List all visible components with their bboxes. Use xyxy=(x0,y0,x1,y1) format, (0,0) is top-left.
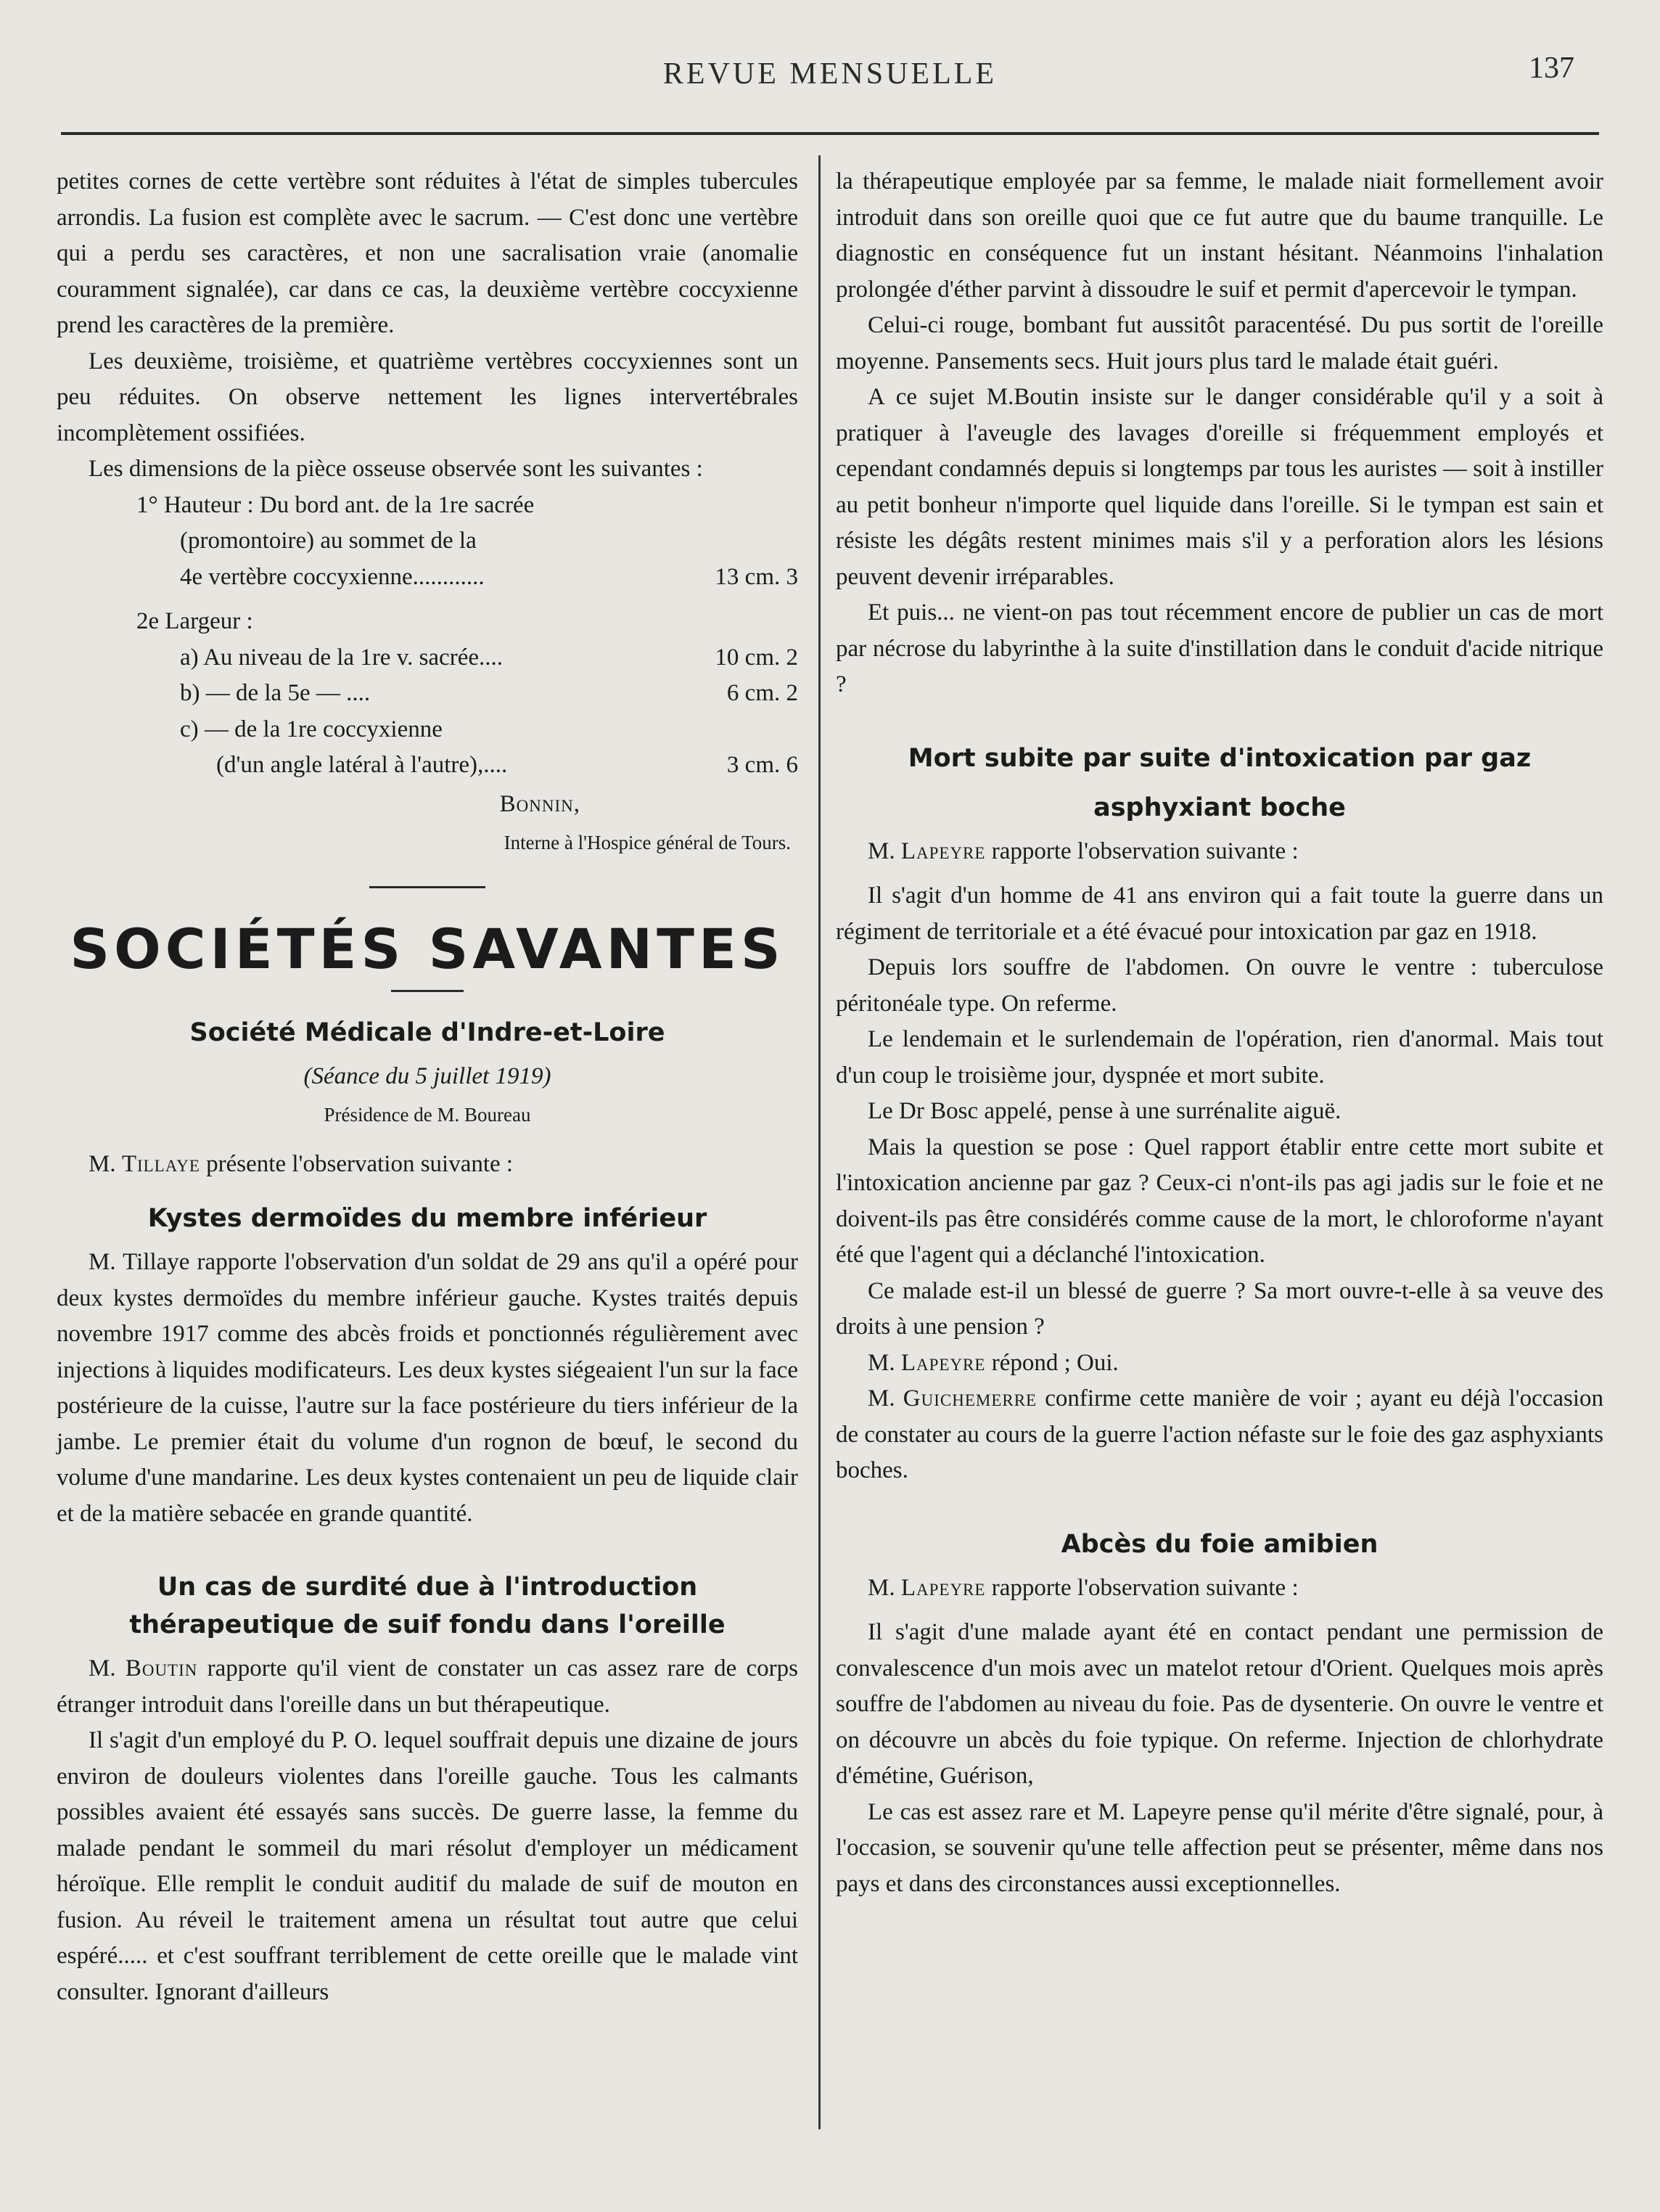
column-divider xyxy=(818,155,821,2129)
employe-text: Il s'agit d'un employé du P. O. lequel souffrait depuis une dizaine de jours environ de douleurs violentes dans l'oreille gauche. Tous les calmants possibles avaient été essayés sans succès. De guerre lasse, la femme du malade pendant le sommeil du mari résolut d'employer un médicament héroïque. Elle remplit le conduit auditif du malade de suif de mouton en fusion. Au réveil le traitement amena un résultat tout autre que celui espéré..... et c'est souffrant terriblement de cette oreille que le malade vint consulter. Ignorant d'ailleurs xyxy=(57,1727,798,2005)
presidency: Présidence de M. Boureau xyxy=(324,1104,531,1126)
height-label: 1° Hauteur : Du bord ant. de la 1re sacrée xyxy=(136,491,535,518)
title-underline xyxy=(391,990,464,992)
width-a-label: a) Au niveau de la 1re v. sacrée.... xyxy=(180,644,503,671)
lapeyre-name-3: Lapeyre xyxy=(900,1574,986,1601)
dimensions-table xyxy=(57,488,798,784)
mort-title-1: Mort subite par suite d'intoxication par gaz xyxy=(908,743,1532,773)
vertebra-paragraph-2: Les deuxième, troisième, et quatrième vertèbres coccyxiennes sont un peu réduites. On observe nettement les lignes intervertébrales incomplètement ossifiées. xyxy=(57,348,798,446)
height-line-2: (promontoire) au sommet de la xyxy=(180,528,477,554)
author-signature: Bonnin, xyxy=(499,790,580,817)
vertebra-paragraph-1: petites cornes de cette vertèbre sont réduites à l'état de simples tubercules arrondis. La fusion est complète avec le sacrum. — C'est donc une vertèbre qui a perdu ses caractères, et non une sacralisation vraie (anomalie couramment signalée), car dans ce cas, la deuxième vertèbre coccyxienne prend les caractères de la première. xyxy=(57,168,798,338)
abces-intro: M. Lapeyre rapporte l'observation suivante : xyxy=(868,1574,1299,1601)
width-b-row xyxy=(136,676,798,712)
page-number: 137 xyxy=(1529,52,1574,85)
dimensions-intro: Les dimensions de la pièce osseuse observée sont les suivantes : xyxy=(89,456,703,482)
height-row xyxy=(136,560,798,596)
guichemerre-name: Guichemerre xyxy=(903,1385,1038,1412)
mort-title-2: asphyxiant boche xyxy=(1093,792,1346,822)
width-c-row xyxy=(136,747,798,784)
society-title: Société Médicale d'Indre-et-Loire xyxy=(189,1017,665,1047)
mort-p2: Depuis lors souffre de l'abdomen. On ouvre le ventre : tuberculose péritonéale type. On referme. xyxy=(836,954,1603,1017)
width-c-label-2: (d'un angle latéral à l'autre),.... xyxy=(216,752,508,778)
mort-p5: Mais la question se pose : Quel rapport établir entre cette mort subite et l'intoxication ancienne par gaz ? Ceux-ci n'ont-ils pas agi jadis sur le foie et ne doivent-ils pas être considérés comme cause de la mort, le chloroforme n'ayant été que l'agent qui a déclanché l'intoxication. xyxy=(836,1134,1603,1268)
surdite-title-2: thérapeutique de suif fondu dans l'oreille xyxy=(129,1610,726,1639)
author-affiliation: Interne à l'Hospice général de Tours. xyxy=(504,832,791,853)
abces-p1: Il s'agit d'une malade ayant été en contact pendant une permission de convalescence d'un mois avec un matelot retour d'Orient. Quelques mois après souffre de l'abdomen au niveau du foie. Pas de dysenterie. On ouvre le ventre et on découvre un abcès du foie typique. On referme. Injection de chlorhydrate d'émétine, Guérison, xyxy=(836,1619,1603,1789)
mort-p4: Le Dr Bosc appelé, pense à une surrénalite aiguë. xyxy=(868,1098,1341,1124)
surdite-continued: la thérapeutique employée par sa femme, le malade niait formellement avoir introduit dans son oreille quoi que ce fut autre que du baume tranquille. Le diagnostic en conséquence fut un instant hésitant. Néanmoins l'inhalation prolongée d'éther parvint à dissoudre le suif et permit d'apercevoir le tympan. xyxy=(836,168,1603,303)
width-c-value: 3 cm. 6 xyxy=(726,752,798,778)
width-b-label: b) — de la 5e — .... xyxy=(180,680,371,706)
tillaye-intro: M. Tillaye présente l'observation suivante : xyxy=(89,1150,514,1177)
width-c-label: c) — de la 1re coccyxienne xyxy=(180,716,443,742)
lapeyre-reply: M. Lapeyre répond ; Oui. xyxy=(868,1349,1119,1376)
lapeyre-name: Lapeyre xyxy=(900,837,986,864)
width-label: 2e Largeur : xyxy=(136,608,253,634)
mort-p6: Ce malade est-il un blessé de guerre ? Sa mort ouvre-t-elle à sa veuve des droits à une pension ? xyxy=(836,1277,1603,1340)
height-value: 13 cm. 3 xyxy=(715,563,798,590)
width-b-value: 6 cm. 2 xyxy=(726,680,798,706)
kystes-title: Kystes dermoïdes du membre inférieur xyxy=(147,1204,707,1233)
boutin-name: Boutin xyxy=(125,1655,198,1681)
kystes-text: M. Tillaye rapporte l'observation d'un soldat de 29 ans qu'il a opéré pour deux kystes dermoïdes du membre inférieur gauche. Kystes traités depuis novembre 1917 comme des abcès froids et ponctionnés régulièrement avec injections à liquides modificateurs. Les deux kystes siégeaient l'un sur la face postérieure de la cuisse, l'autre sur la face postérieure du tiers inférieur de la jambe. Le premier était du volume d'un rognon de bœuf, le second du volume d'une mandarine. Les deux kystes contenaient un peu de liquide clair et de la matière sebacée en grande quantité. xyxy=(57,1249,798,1527)
width-a-row xyxy=(136,640,798,676)
abces-p2: Le cas est assez rare et M. Lapeyre pense qu'il mérite d'être signalé, pour, à l'occasion, se souvenir qu'une telle affection peut se présenter, même dans nos pays et dans des circonstances aussi exceptionnelles. xyxy=(836,1798,1603,1897)
width-a-value: 10 cm. 2 xyxy=(715,644,798,671)
lapeyre-intro: M. Lapeyre rapporte l'observation suivante : xyxy=(868,837,1299,864)
mort-p3: Le lendemain et le surlendemain de l'opération, rien d'anormal. Mais tout d'un coup le troisième jour, dyspnée et mort subite. xyxy=(836,1026,1603,1089)
tympan-paragraph: Celui-ci rouge, bombant fut aussitôt paracentésé. Du pus sortit de l'oreille moyenne. Pansements secs. Huit jours plus tard le malade était guéri. xyxy=(836,312,1603,374)
left-column xyxy=(57,164,798,2010)
tillaye-name: Tillaye xyxy=(121,1150,200,1177)
surdite-title-1: Un cas de surdité due à l'introduction xyxy=(157,1573,698,1602)
lapeyre-name-2: Lapeyre xyxy=(900,1349,986,1376)
right-column xyxy=(836,164,1603,1902)
section-separator xyxy=(369,886,485,888)
boutin-intro: M. Boutin rapporte qu'il vient de constater un cas assez rare de corps étranger introduit dans l'oreille dans un but thérapeutique. xyxy=(57,1655,799,1718)
mort-p1: Il s'agit d'un homme de 41 ans environ qui a fait toute la guerre dans un régiment de territoriale et a été évacué pour intoxication par gaz en 1918. xyxy=(836,882,1603,945)
abces-title: Abcès du foie amibien xyxy=(1061,1529,1378,1559)
running-head: REVUE MENSUELLE xyxy=(662,57,998,91)
necrosis-paragraph: Et puis... ne vient-on pas tout récemment encore de publier un cas de mort par nécrose du labyrinthe à la suite d'instillation dans le conduit d'acide nitrique ? xyxy=(836,599,1603,697)
height-line-3: 4e vertèbre coccyxienne............ xyxy=(180,563,485,590)
session-date: (Séance du 5 juillet 1919) xyxy=(303,1062,551,1089)
header-rule xyxy=(61,132,1599,135)
boutin-insists: A ce sujet M.Boutin insiste sur le danger considérable qu'il y a soit à pratiquer à l'aveugle des lavages d'oreille si fréquemment employés et cependant condamnés depuis si longtemps par tous les auristes — soit à instiller au petit bonheur n'importe quel liquide dans l'oreille. Si le tympan est sain et résiste les dégâts restent minimes mais s'il y a perforation alors les lésions peuvent devenir irréparables. xyxy=(836,384,1603,590)
section-title: SOCIÉTÉS SAVANTES xyxy=(70,916,785,981)
guichemerre-paragraph: M. Guichemerre confirme cette manière de voir ; ayant eu déjà l'occasion de constater au cours de la guerre l'action néfaste sur le foie des gaz asphyxiants boches. xyxy=(836,1385,1604,1483)
